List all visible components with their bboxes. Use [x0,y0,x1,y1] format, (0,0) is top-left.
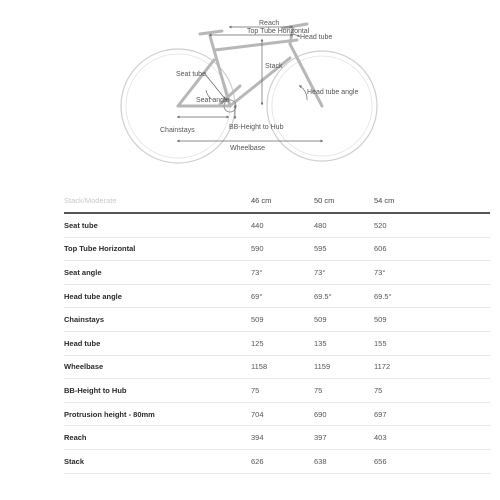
table-header-row [64,188,490,213]
row-label: Reach [64,426,251,450]
table-cell: 626 [251,449,314,473]
table-row [64,402,490,426]
seat-tube-label: Seat tube [176,71,206,78]
top-tube-label: Top Tube Horizontal [247,28,310,35]
size-column-header: 50 cm [314,188,374,213]
table-row [64,355,490,379]
table-cell: 1158 [251,355,314,379]
table-cell: 73° [374,261,490,285]
table-row [64,261,490,285]
table-cell: 73° [251,261,314,285]
table-cell: 606 [374,237,490,261]
head-tube-label: Head tube [300,34,333,41]
table-cell: 75 [374,379,490,403]
bike-geometry-diagram [0,0,500,175]
table-row [64,213,490,237]
table-cell: 73° [314,261,374,285]
chainstays-label: Chainstays [160,127,195,134]
table-cell: 75 [314,379,374,403]
table-cell: 1159 [314,355,374,379]
row-label: Seat tube [64,213,251,237]
table-cell: 125 [251,331,314,355]
table-cell: 520 [374,213,490,237]
geometry-table-body [64,213,490,473]
table-cell: 75 [251,379,314,403]
row-label: Head tube angle [64,284,251,308]
table-cell: 1172 [374,355,490,379]
table-cell: 403 [374,426,490,450]
table-cell: 155 [374,331,490,355]
model-column-header: Stack/Moderate [64,188,251,213]
size-column-header: 46 cm [251,188,314,213]
table-cell: 69° [251,284,314,308]
table-cell: 638 [314,449,374,473]
table-row [64,331,490,355]
table-cell: 509 [374,308,490,332]
table-cell: 69.5° [374,284,490,308]
row-label: Seat angle [64,261,251,285]
table-cell: 509 [251,308,314,332]
table-cell: 590 [251,237,314,261]
table-cell: 397 [314,426,374,450]
table-cell: 690 [314,402,374,426]
table-cell: 480 [314,213,374,237]
table-row [64,379,490,403]
row-label: Stack [64,449,251,473]
table-row [64,426,490,450]
row-label: BB-Height to Hub [64,379,251,403]
row-label: Protrusion height - 80mm [64,402,251,426]
row-label: Chainstays [64,308,251,332]
table-cell: 509 [314,308,374,332]
wheelbase-label: Wheelbase [230,145,266,152]
table-cell: 135 [314,331,374,355]
row-label: Top Tube Horizontal [64,237,251,261]
size-column-header: 54 cm [374,188,490,213]
seat-angle-label: Seat angle [196,97,230,104]
row-label: Wheelbase [64,355,251,379]
table-cell: 595 [314,237,374,261]
bb-height-label: BB-Height to Hub [229,124,284,131]
stack-label: Stack [265,63,283,70]
table-row [64,308,490,332]
table-cell: 656 [374,449,490,473]
table-row [64,284,490,308]
table-cell: 69.5° [314,284,374,308]
table-row [64,449,490,473]
table-cell: 440 [251,213,314,237]
head-tube-angle-label: Head tube angle [307,89,359,96]
table-row [64,237,490,261]
table-cell: 704 [251,402,314,426]
table-cell: 394 [251,426,314,450]
geometry-table [64,188,490,474]
row-label: Head tube [64,331,251,355]
reach-label: Reach [259,20,280,27]
table-cell: 697 [374,402,490,426]
